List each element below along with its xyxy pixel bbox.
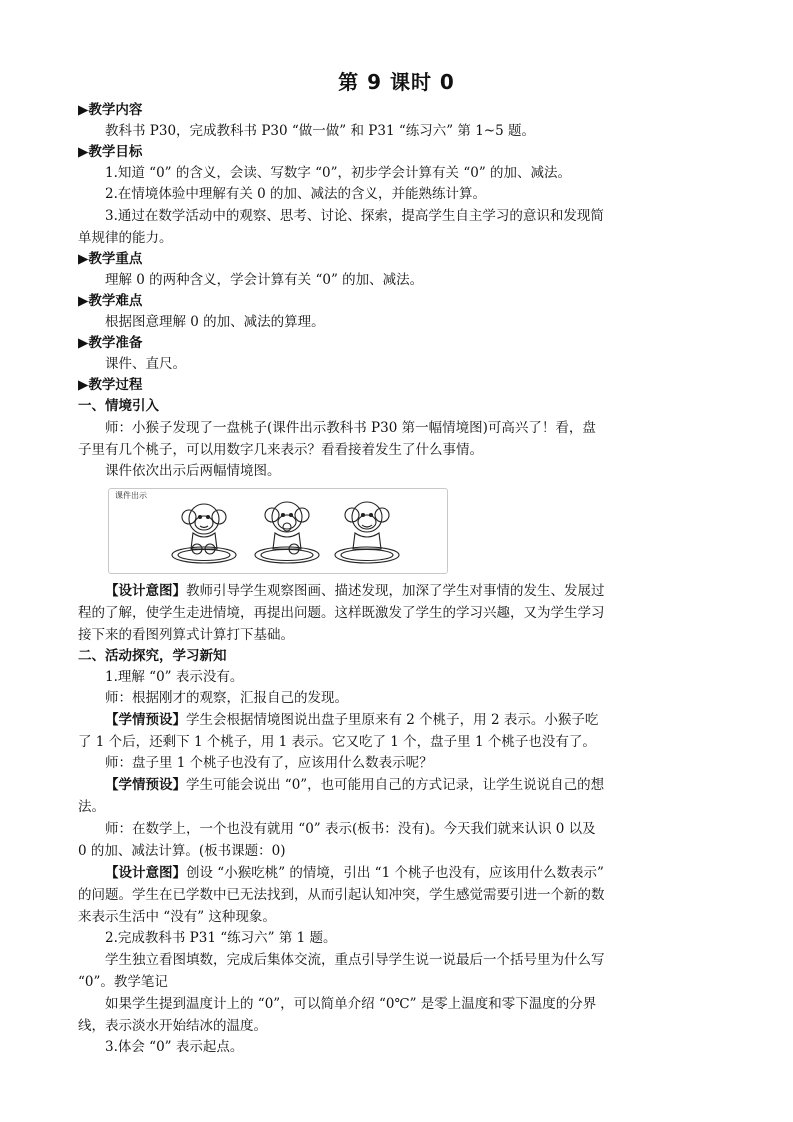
design-intent-2 [78,862,608,928]
part2-teacher-2: 师：盘子里 1 个桃子也没有了，应该用什么数表示呢？ [105,755,433,771]
key-text: 理解 0 的两种含义，学会计算有关 “0” 的加、减法。 [105,272,424,288]
prediction-tag-1: 【学情预设】 [105,712,186,728]
section-heading-key: ▶教学重点 [78,251,143,267]
courseware-figure [108,488,448,574]
part2-item-1: 1.理解 “0” 表示没有。 [105,669,244,685]
section-heading-goals: ▶教学目标 [78,144,143,160]
figure-label: 课件出示 [115,491,147,500]
part2-teacher-3: 师：在数学上，一个也没有就用 “0” 表示(板书：没有)。今天我们就来认识 0 以及 0 的加、减法计算。(板书课题：0) [78,821,596,859]
prediction-tag-2: 【学情预设】 [105,777,186,793]
prediction-1 [78,709,608,753]
monkey-3-image [335,502,399,563]
part2-paragraph-6: 学生独立看图填数，完成后集体交流，重点引导学生说一说最后一个括号里为什么写 “0”。教学笔记 [78,952,605,990]
section-heading-difficulty: ▶教学难点 [78,293,143,309]
part2-item-3: 3.体会 “0” 表示起点。 [105,1039,244,1055]
design-intent-tag-2: 【设计意图】 [105,865,186,881]
design-intent-tag-1: 【设计意图】 [105,583,186,599]
content-text: 教科书 P30，完成教科书 P30 “做一做” 和 P31 “练习六” 第 1~5 题。 [105,123,536,139]
goal-2: 2.在情境体验中理解有关 0 的加、减法的含义，并能熟练计算。 [105,186,487,202]
page-title: 第 9 课时 0 [338,70,455,94]
design-intent-1 [78,580,608,646]
part1-paragraph-1: 师：小猴子发现了一盘桃子(课件出示教科书 P30 第一幅情境图)可高兴了！看，盘子里有几个桃子，可以用数字几来表示？看看接着发生了什么事情。 [78,420,596,458]
prep-text: 课件、直尺。 [105,356,186,372]
design-intent-text-2: 创设 “小猴吃桃” 的情境，引出 “1 个桃子也没有，应该用什么数表示” 的问题。学生在已学数中已无法找到，从而引起认知冲突，学生感觉需要引进一个新的数来表示生活中 “没有” 这种现象。 [78,865,605,925]
difficulty-text: 根据图意理解 0 的加、减法的算理。 [105,314,325,330]
part2-heading: 二、活动探究，学习新知 [78,648,227,664]
goal-1: 1.知道 “0” 的含义，会读、写数字 “0”，初步学会计算有关 “0” 的加、减法。 [105,165,572,181]
lesson-content [78,100,608,1058]
design-intent-text-1: 教师引导学生观察图画、描述发现，加深了学生对事情的发生、发展过程的了解，使学生走进情境，再提出问题。这样既激发了学生的学习兴趣，又为学生学习接下来的看图列算式计算打下基础。 [78,583,605,643]
part2-teacher-1: 师：根据刚才的观察，汇报自己的发现。 [105,690,348,706]
monkey-2-image [255,502,319,563]
prediction-2 [78,774,608,818]
prediction-text-2: 学生可能会说出 “0”，也可能用自己的方式记录，让学生说说自己的想法。 [78,777,605,815]
part1-paragraph-2: 课件依次出示后两幅情境图。 [105,463,281,479]
monkey-1-image [172,504,236,563]
part2-item-2: 2.完成教科书 P31 “练习六” 第 1 题。 [105,930,337,946]
prediction-text-1: 学生会根据情境图说出盘子里原来有 2 个桃子，用 2 表示。小猴子吃了 1 个后，还剩下 1 个桃子，用 1 表示。它又吃了 1 个，盘子里 1 个桃子也没有了。 [78,712,599,750]
section-heading-content: ▶教学内容 [78,102,143,118]
monkey-illustration [109,489,447,573]
section-heading-prep: ▶教学准备 [78,335,143,351]
part2-paragraph-7: 如果学生提到温度计上的 “0”，可以简单介绍 “0℃” 是零上温度和零下温度的分界线，表示淡水开始结冰的温度。 [78,996,597,1034]
goal-3: 3.通过在数学活动中的观察、思考、讨论、探索，提高学生自主学习的意识和发现简单规律的能力。 [78,208,604,246]
section-heading-process: ▶教学过程 [78,377,143,393]
part1-heading: 一、情境引入 [78,398,159,414]
